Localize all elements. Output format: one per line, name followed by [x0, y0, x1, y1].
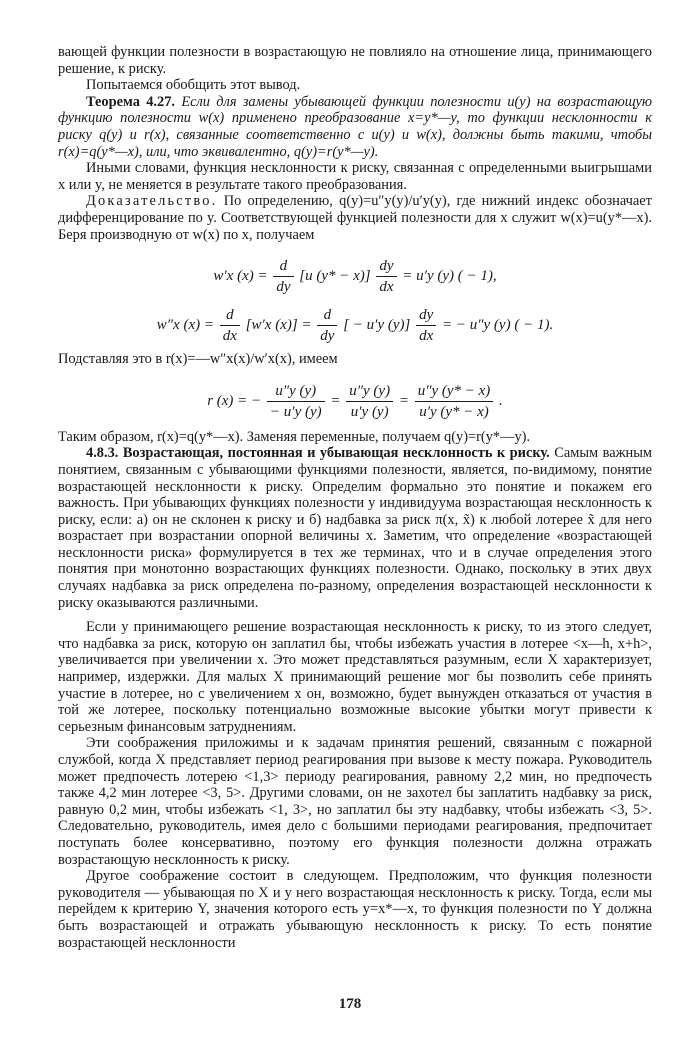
formula-r-eq2: =: [398, 392, 409, 409]
fraction-d-dy: $\frac{d}{dy}$: [273, 257, 293, 296]
proof-text: По определению, q(y)=u″y(y)/u′y(y), где нижний индекс обозначает дифференцирование по y. Соответствующей функцией полезности для x служит w(x)=u(y*—x). Беря производную от w(x) по x, получаем: [58, 193, 652, 243]
paragraph-fire-service: Эти соображения приложимы и к задачам принятия решений, связанным с пожарной службой, когда X представляет период реагирования при вызове к месту пожара. Руководитель может предпочесть лотерею <1,3> периоду реагирования, равному 2,2 мин, но предпочесть также 4,2 мин лотерее <3, 5>. Другими словами, он не захотел бы заплатить надбавку за риск, равную 0,2 мин, чтобы избежать <1, 3>, но заплатил бы эту надбавку, чтобы избежать <3, 5>. Следовательно, руководитель, имея дело с большими периодами реагирования, предпочитает поступать более консервативно, поэтому его функция полезности должна отражать возрастающую несклонность к риску.: [58, 735, 652, 868]
formula-first-derivative: [58, 257, 652, 296]
formula-1-rhs: = u′y (y) ( − 1),: [402, 268, 497, 285]
formula-r-of-x: [58, 382, 652, 421]
paragraph-generalize: Попытаемся обобщить этот вывод.: [86, 77, 301, 94]
section-title: 4.8.3. Возрастающая, постоянная и убывающая несклонность к риску.: [86, 445, 550, 462]
fraction-d-dy-2: $\frac{d}{dy}$: [317, 306, 337, 345]
formula-1-mid: [u (y* − x)]: [299, 268, 371, 285]
formula-r-eq1: =: [330, 392, 341, 409]
theorem-block: [58, 94, 652, 160]
paragraph-thus: Таким образом, r(x)=q(y*—x). Заменяя переменные, получаем q(y)=r(y*—y).: [58, 428, 531, 445]
paragraph-if-increasing: Если у принимающего решение возрастающая несклонность к риску, то из этого следует, что надбавка за риск, которую он заплатил бы, чтобы избежать участия в лотерее <x—h, x+h>, увеличивается при увеличении x. Это может представляться разумным, если X характеризует, например, издержки. Для малых X принимающий решение мог бы позволить себе принять участие в лотерее, но с увеличением x он, возможно, будет вынужден отказаться от участия в той же лотерее, поскольку потенциально возможные высокие убытки могут привести к серьезным финансовым затруднениям.: [58, 619, 652, 735]
section-text: Самым важным понятием, связанным с убывающими функциями полезности, является, по-видимому, понятие возрастающей несклонности к риску. Определим формально это понятие и покажем его важность. При убывающих функциях полезности у индивидуума возрастающая несклонность к риску, если: а) он не склонен к риску и б) надбавка за риск π(x, x̃) к любой лотерее x̃ для него возрастает при возрастании опорной величины x. Заметим, что определение «возрастающей несклонности риска» формулируется в тех же терминах, что и в случае определения этого понятия при монотонно возрастающих функциях полезности. Однако, поскольку в этих двух случаях надбавка за риск определена по-разному, определения возрастающей несклонности к риску оказываются различными.: [58, 445, 652, 611]
fraction-r-2: $\frac{u''y (y)}{u'y (y)}$: [346, 382, 393, 421]
fraction-dy-dx-2: $\frac{dy}{dx}$: [416, 306, 436, 345]
fraction-r-1: $\frac{u''y (y)}{- u'y (y)}$: [267, 382, 325, 421]
theorem-title: Теорема 4.27.: [86, 93, 176, 110]
formula-1-lhs: w′x (x) =: [213, 268, 268, 285]
formula-2-lhs: w″x (x) =: [156, 317, 214, 334]
section-block: [58, 445, 652, 611]
page-number: 178: [338, 996, 362, 1012]
formula-r-end: .: [499, 392, 503, 409]
formula-2-mid2: [ − u′y (y)]: [343, 317, 411, 334]
fraction-dy-dx: $\frac{dy}{dx}$: [376, 257, 396, 296]
paragraph-substituting: Подставляя это в r(x)=—w″x(x)/w′x(x), имеем: [58, 351, 338, 368]
page-body: [58, 44, 652, 951]
formula-2-rhs: = − u″y (y) ( − 1).: [442, 317, 554, 334]
proof-label: Доказательство.: [86, 193, 218, 210]
paragraph-intro: вающей функции полезности в возрастающую не повлияло на отношение лица, принимающего решение, к риску.: [58, 44, 652, 77]
fraction-d-dx: $\frac{d}{dx}$: [220, 306, 240, 345]
formula-2-mid1: [w′x (x)] =: [245, 317, 312, 334]
proof-block: [58, 193, 652, 243]
fraction-r-3: $\frac{u''y (y* - x)}{u'y (y* - x)}$: [415, 382, 494, 421]
theorem-statement: Если для замены убывающей функции полезности u(y) на возрастающую функцию полезности w(x) применено преобразование x=y*—y, то функции несклонности к риску q(y) и r(x), связанные соответственно с u(y) и w(x), должны быть такими, чтобы r(x)=q(y*—x), или, что эквивалентно, q(y)=r(y*—y).: [58, 93, 652, 160]
formula-second-derivative: [58, 306, 652, 345]
formula-r-lhs: r (x) = −: [207, 392, 262, 409]
paragraph-in-other-words: Иными словами, функция несклонности к риску, связанная с определенными выигрышами x или y, не меняется в результате такого преобразования.: [58, 160, 652, 193]
paragraph-another-consideration: Другое соображение состоит в следующем. Предположим, что функция полезности руководителя — убывающая по X и у него возрастающая несклонность к риску. Тогда, если мы перейдем к критерию Y, значения которого есть y=x*—x, то функция полезности по Y должна быть возрастающей и отражать убывающую несклонность к риску. То есть понятие возрастающей несклонности: [58, 868, 652, 951]
